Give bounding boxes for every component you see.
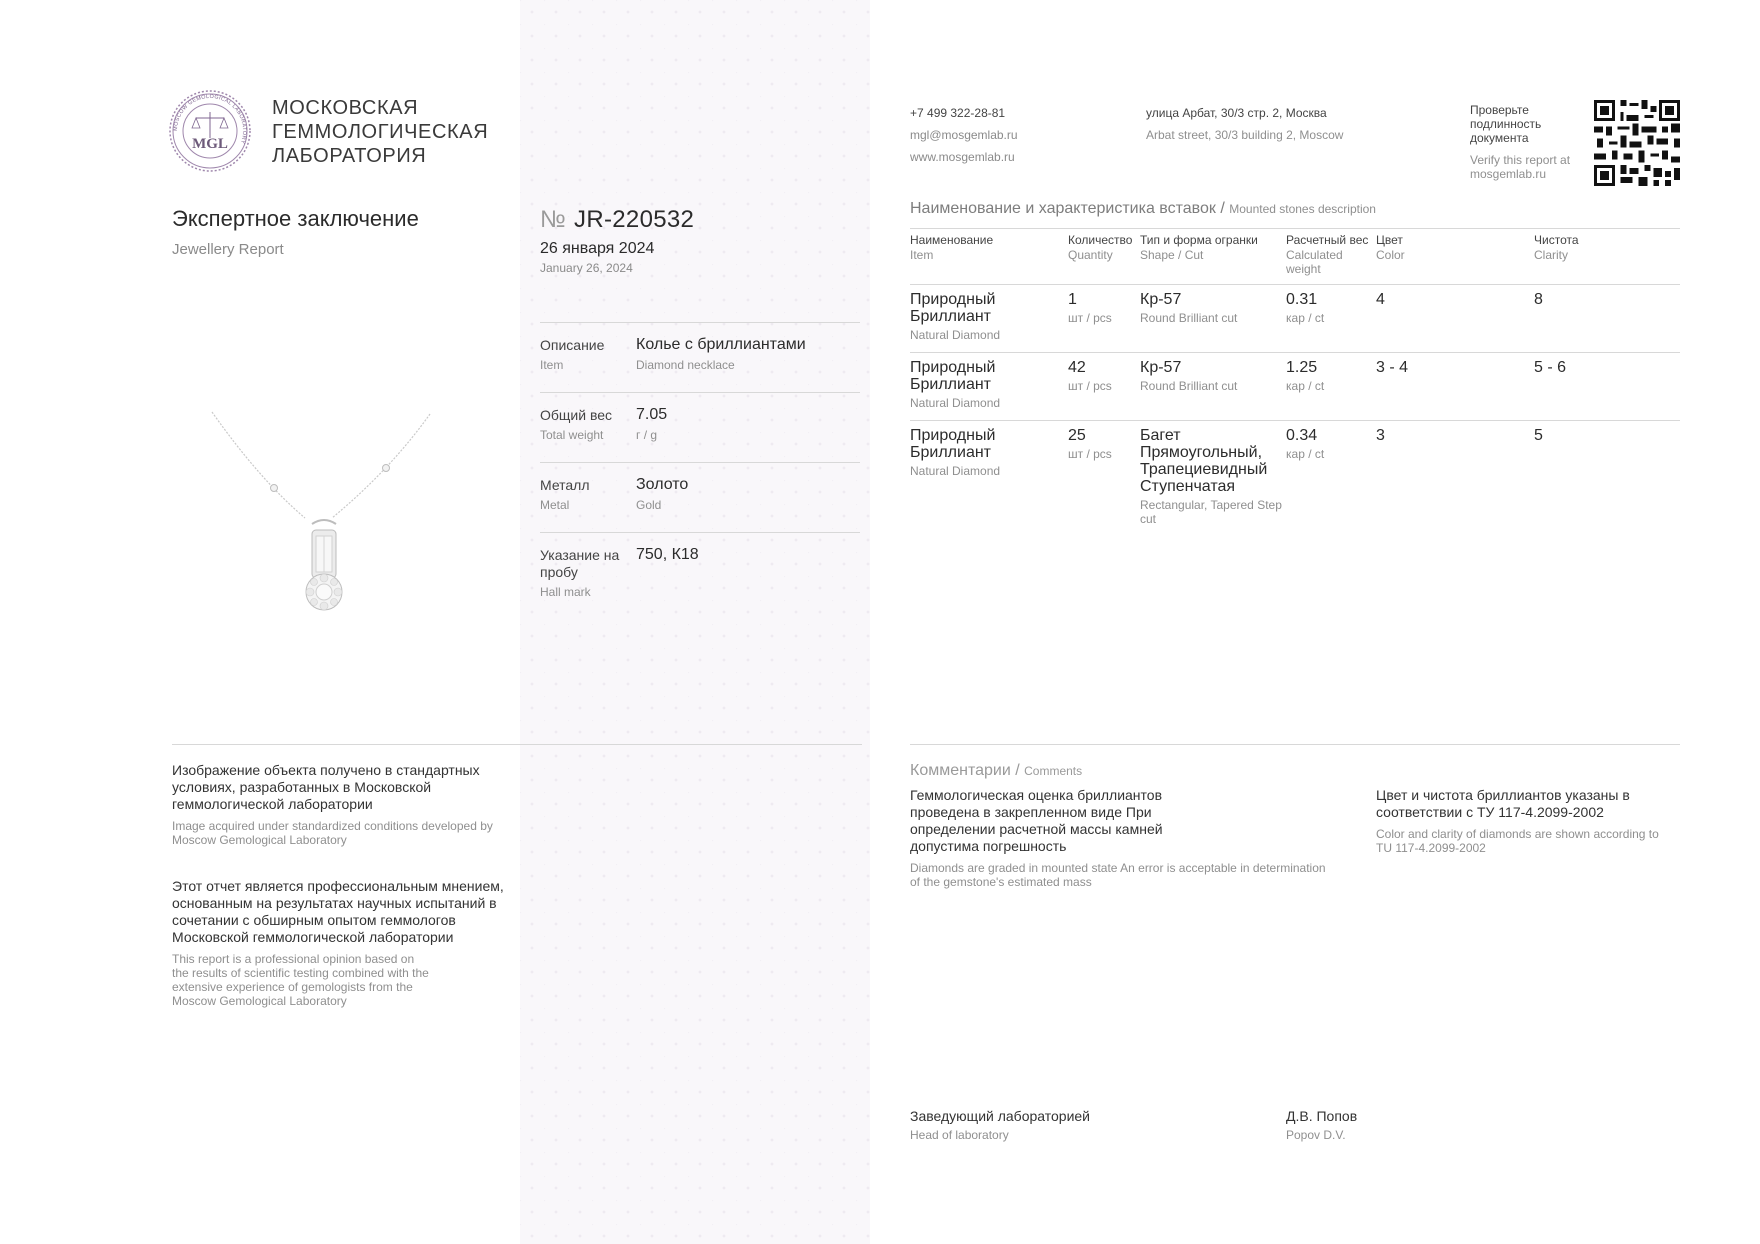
spec-key-en: Item [540, 358, 564, 372]
spec-value: Колье с бриллиантами [636, 336, 806, 353]
column-header-cut: Тип и форма огранки Shape / Cut [1140, 229, 1286, 285]
number-sign: № [540, 206, 567, 233]
spec-row-hallmark [540, 532, 860, 602]
spec-row-metal [540, 462, 860, 532]
cell-cut: Кр-57 Round Brilliant cut [1140, 285, 1286, 353]
cell-item: Природный Бриллиант Natural Diamond [910, 353, 1068, 421]
spec-key-en: Hall mark [540, 585, 591, 599]
cell-cut: Багет Прямоугольный, Трапециевидный Ступенчатая Rectangular, Tapered Step cut [1140, 427, 1282, 526]
spec-value: 750, К18 [636, 546, 699, 563]
comment-standard-ru: Цвет и чистота бриллиантов указаны в соответствии с ТУ 117-4.2099-2002 [1376, 787, 1630, 820]
signature-role-ru: Заведующий лабораторией [910, 1108, 1090, 1124]
cell-color: 3 - 4 [1376, 353, 1534, 421]
table-row [910, 421, 1680, 537]
phone[interactable]: +7 499 322-28-81 [910, 106, 1006, 120]
table-header-row [910, 229, 1680, 285]
cell-clarity: 8 [1534, 285, 1680, 353]
spec-value: 7.05 [636, 406, 668, 423]
spec-key-en: Metal [540, 498, 570, 512]
email-link[interactable]: mgl@mosgemlab.ru [910, 128, 1018, 142]
address-block [1146, 102, 1343, 146]
comment-standard [1376, 787, 1659, 855]
stones-table [910, 228, 1680, 536]
spec-row-weight [540, 392, 860, 462]
report-date: 26 января 2024 [540, 240, 655, 257]
signature-name-en: Popov D.V. [1286, 1128, 1346, 1142]
spec-value-en: г / g [636, 428, 658, 442]
cell-clarity: 5 - 6 [1534, 353, 1680, 421]
stones-section-title [910, 200, 1376, 218]
logo-ring-text: MOSCOW GEMOLOGICAL LABORATORY [172, 93, 248, 145]
verify-en: Verify this report at mosgemlab.ru [1470, 153, 1571, 181]
column-header-clarity: Чистота Clarity [1534, 229, 1680, 285]
cell-weight: 0.31 кар / ct [1286, 285, 1376, 353]
cell-quantity: 25 шт / pcs [1068, 427, 1112, 461]
signature-name-ru: Д.В. Попов [1286, 1108, 1358, 1124]
table-row [910, 353, 1680, 421]
image-note-ru: Изображение объекта получено в стандартных условиях, разработанных в Московской геммологической лаборатории [172, 762, 480, 812]
report-title: Экспертное заключение [172, 206, 419, 231]
spec-row-description [540, 322, 860, 392]
cell-weight: 0.34 кар / ct [1286, 427, 1325, 461]
spec-key: Описание [540, 337, 605, 353]
mgl-logo [168, 88, 252, 174]
lab-name-line-3: ЛАБОРАТОРИЯ [272, 145, 427, 167]
image-note-en: Image acquired under standardized conditions developed by Moscow Gemological Laboratory [172, 819, 493, 847]
report-subtitle: Jewellery Report [172, 241, 284, 258]
spec-key-en: Total weight [540, 428, 604, 442]
verify-block [1470, 103, 1580, 181]
signature-name [1286, 1108, 1357, 1142]
cell-clarity: 5 [1534, 427, 1543, 444]
decorative-pattern-band [520, 0, 870, 1244]
lab-name-line-1: МОСКОВСКАЯ [272, 97, 419, 119]
cell-color: 4 [1376, 285, 1534, 353]
opinion-note-ru: Этот отчет является профессиональным мнением, основанным на результатах научных испытаний в сочетании с обширным опытом геммологов Московской геммологической лаборатории [172, 878, 504, 945]
signature-role-en: Head of laboratory [910, 1128, 1009, 1142]
comments-title [910, 762, 1082, 780]
contacts-block [910, 102, 1018, 168]
comment-standard-en: Color and clarity of diamonds are shown according to TU 117-4.2099-2002 [1376, 827, 1659, 855]
column-header-quantity: Количество Quantity [1068, 229, 1140, 285]
divider-left [172, 744, 862, 745]
cell-item: Природный Бриллиант Natural Diamond [910, 285, 1068, 353]
cell-cut: Кр-57 Round Brilliant cut [1140, 353, 1286, 421]
divider-right [910, 744, 1680, 745]
image-note [172, 762, 532, 847]
report-number [540, 206, 694, 234]
spec-value-en: Diamond necklace [636, 358, 735, 372]
spec-key: Общий вес [540, 407, 613, 423]
spec-value-en: Gold [636, 498, 662, 512]
qr-code-icon[interactable] [1594, 100, 1680, 186]
address-ru: улица Арбат, 30/3 стр. 2, Москва [1146, 106, 1327, 120]
stones-title-ru: Наименование и характеристика вставок / [910, 200, 1225, 217]
report-date-en: January 26, 2024 [540, 261, 633, 275]
spec-value: Золото [636, 476, 689, 493]
column-header-weight: Расчетный вес Calculated weight [1286, 229, 1376, 285]
logo-mgl-text: MGL [192, 136, 228, 152]
comments-title-ru: Комментарии / [910, 762, 1020, 779]
cell-weight: 1.25 кар / ct [1286, 353, 1376, 421]
spec-key: Металл [540, 477, 590, 493]
comment-grading-ru: Геммологическая оценка бриллиантов проведена в закрепленном виде При определении расчетной массы камней допустима погрешность [910, 787, 1163, 854]
signature-role [910, 1108, 1090, 1142]
column-header-item: Наименование Item [910, 229, 1068, 285]
column-header-color: Цвет Color [1376, 229, 1534, 285]
cell-quantity: 1 шт / pcs [1068, 285, 1140, 353]
comment-grading-en: Diamonds are graded in mounted state An error is acceptable in determination of the gemstone's estimated mass [910, 861, 1326, 889]
lab-name [272, 96, 488, 168]
website-link[interactable]: www.mosgemlab.ru [910, 150, 1015, 164]
lab-name-line-2: ГЕММОЛОГИЧЕСКАЯ [272, 121, 489, 143]
verify-ru: Проверьте подлинность документа [1470, 103, 1542, 145]
opinion-note-en: This report is a professional opinion based on the results of scientific testing combined with the extensive experience of gemologists from the Moscow Gemological Laboratory [172, 952, 429, 1008]
spec-key: Указание на пробу [540, 547, 620, 580]
opinion-note [172, 878, 512, 1008]
cell-quantity: 42 шт / pcs [1068, 353, 1140, 421]
report-number-value: JR-220532 [574, 206, 695, 233]
cell-item: Природный Бриллиант Natural Diamond [910, 427, 1001, 478]
item-specs [540, 322, 860, 602]
cell-color: 3 [1376, 427, 1385, 444]
table-row [910, 285, 1680, 353]
address-en: Arbat street, 30/3 building 2, Moscow [1146, 128, 1344, 142]
stones-title-en: Mounted stones description [1229, 202, 1376, 216]
necklace-image [200, 400, 440, 620]
comment-grading [910, 787, 1326, 889]
comments-title-en: Comments [1024, 764, 1083, 778]
